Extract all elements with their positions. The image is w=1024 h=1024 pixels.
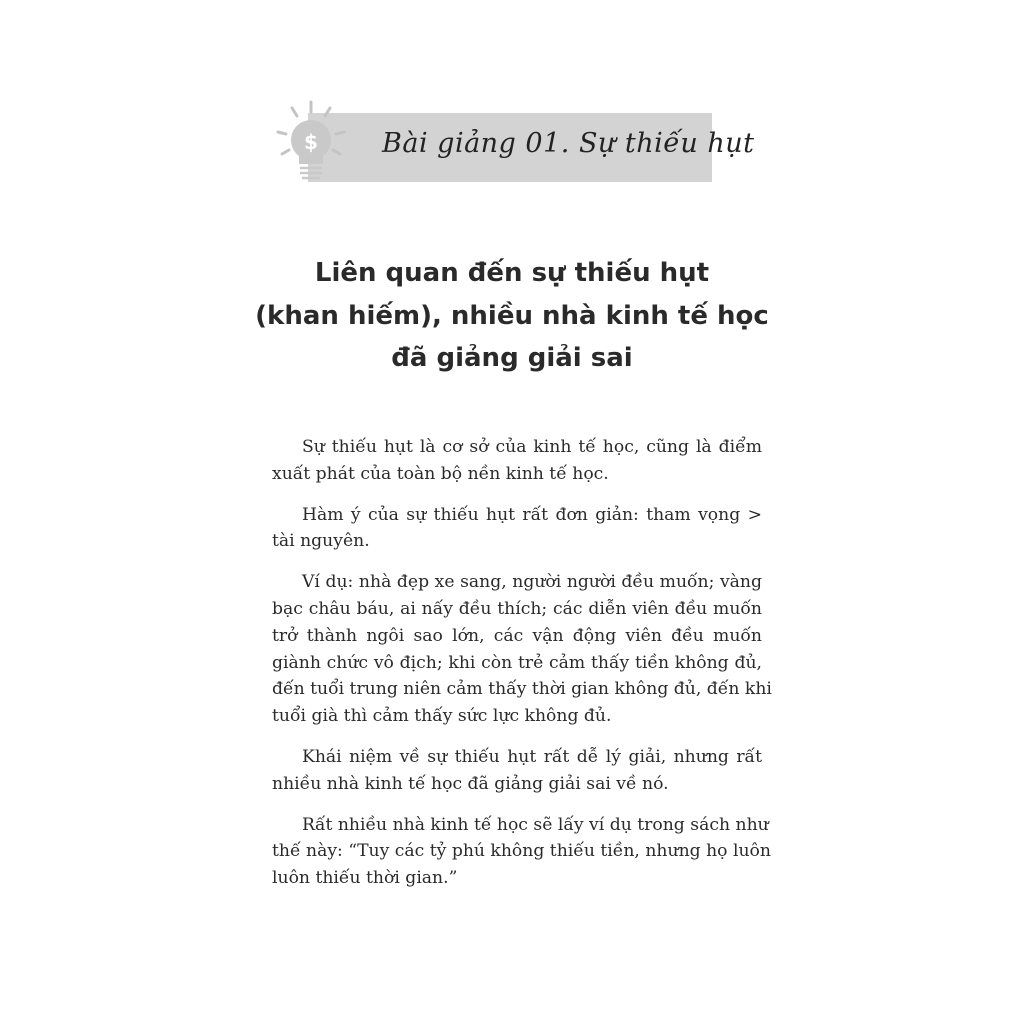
paragraph [272,812,771,892]
title-line: đã giảng giải sai [391,343,633,373]
text-line: Hàm ý của sự thiếu hụt rất đơn giản: tham vọng > [302,504,762,525]
title-line: (khan hiếm), nhiều nhà kinh tế học [255,300,769,331]
text-line: tuổi già thì cảm thấy sức lực không đủ. [272,706,612,727]
paragraph [272,744,762,798]
title-line: Liên quan đến sự thiếu hụt [314,258,710,288]
text-line: Sự thiếu hụt là cơ sở của kinh tế học, cũng là điểm [302,437,762,457]
paragraph [272,502,762,556]
text-line: bạc châu báu, ai nấy đều thích; các diễn viên đều muốn [272,598,762,619]
text-line: Khái niệm về sự thiếu hụt rất dễ lý giải, nhưng rất [302,746,762,767]
lightbulb-dollar-icon [266,98,356,188]
text-line: luôn thiếu thời gian.” [272,868,458,889]
paragraph [272,569,772,730]
text-line: xuất phát của toàn bộ nền kinh tế học. [272,463,609,484]
chapter-label: Bài giảng 01. Sự thiếu hụt [382,128,755,159]
text-line: trở thành ngôi sao lớn, các vận động viên đều muốn [272,625,762,646]
text-line: giành chức vô địch; khi còn trẻ cảm thấy tiền không đủ, [272,652,762,673]
text-line: nhiều nhà kinh tế học đã giảng giải sai về nó. [272,773,669,794]
body-text [272,434,772,906]
text-line: thế này: “Tuy các tỷ phú không thiếu tiền, nhưng họ luôn [272,841,771,862]
section-title [200,252,824,380]
text-line: đến tuổi trung niên cảm thấy thời gian không đủ, đến khi [272,679,772,700]
text-line: Ví dụ: nhà đẹp xe sang, người người đều muốn; vàng [302,572,762,593]
svg-text:$: $ [304,130,318,154]
text-line: tài nguyên. [272,531,370,552]
text-line: Rất nhiều nhà kinh tế học sẽ lấy ví dụ trong sách như [302,814,769,835]
paragraph [272,434,762,488]
